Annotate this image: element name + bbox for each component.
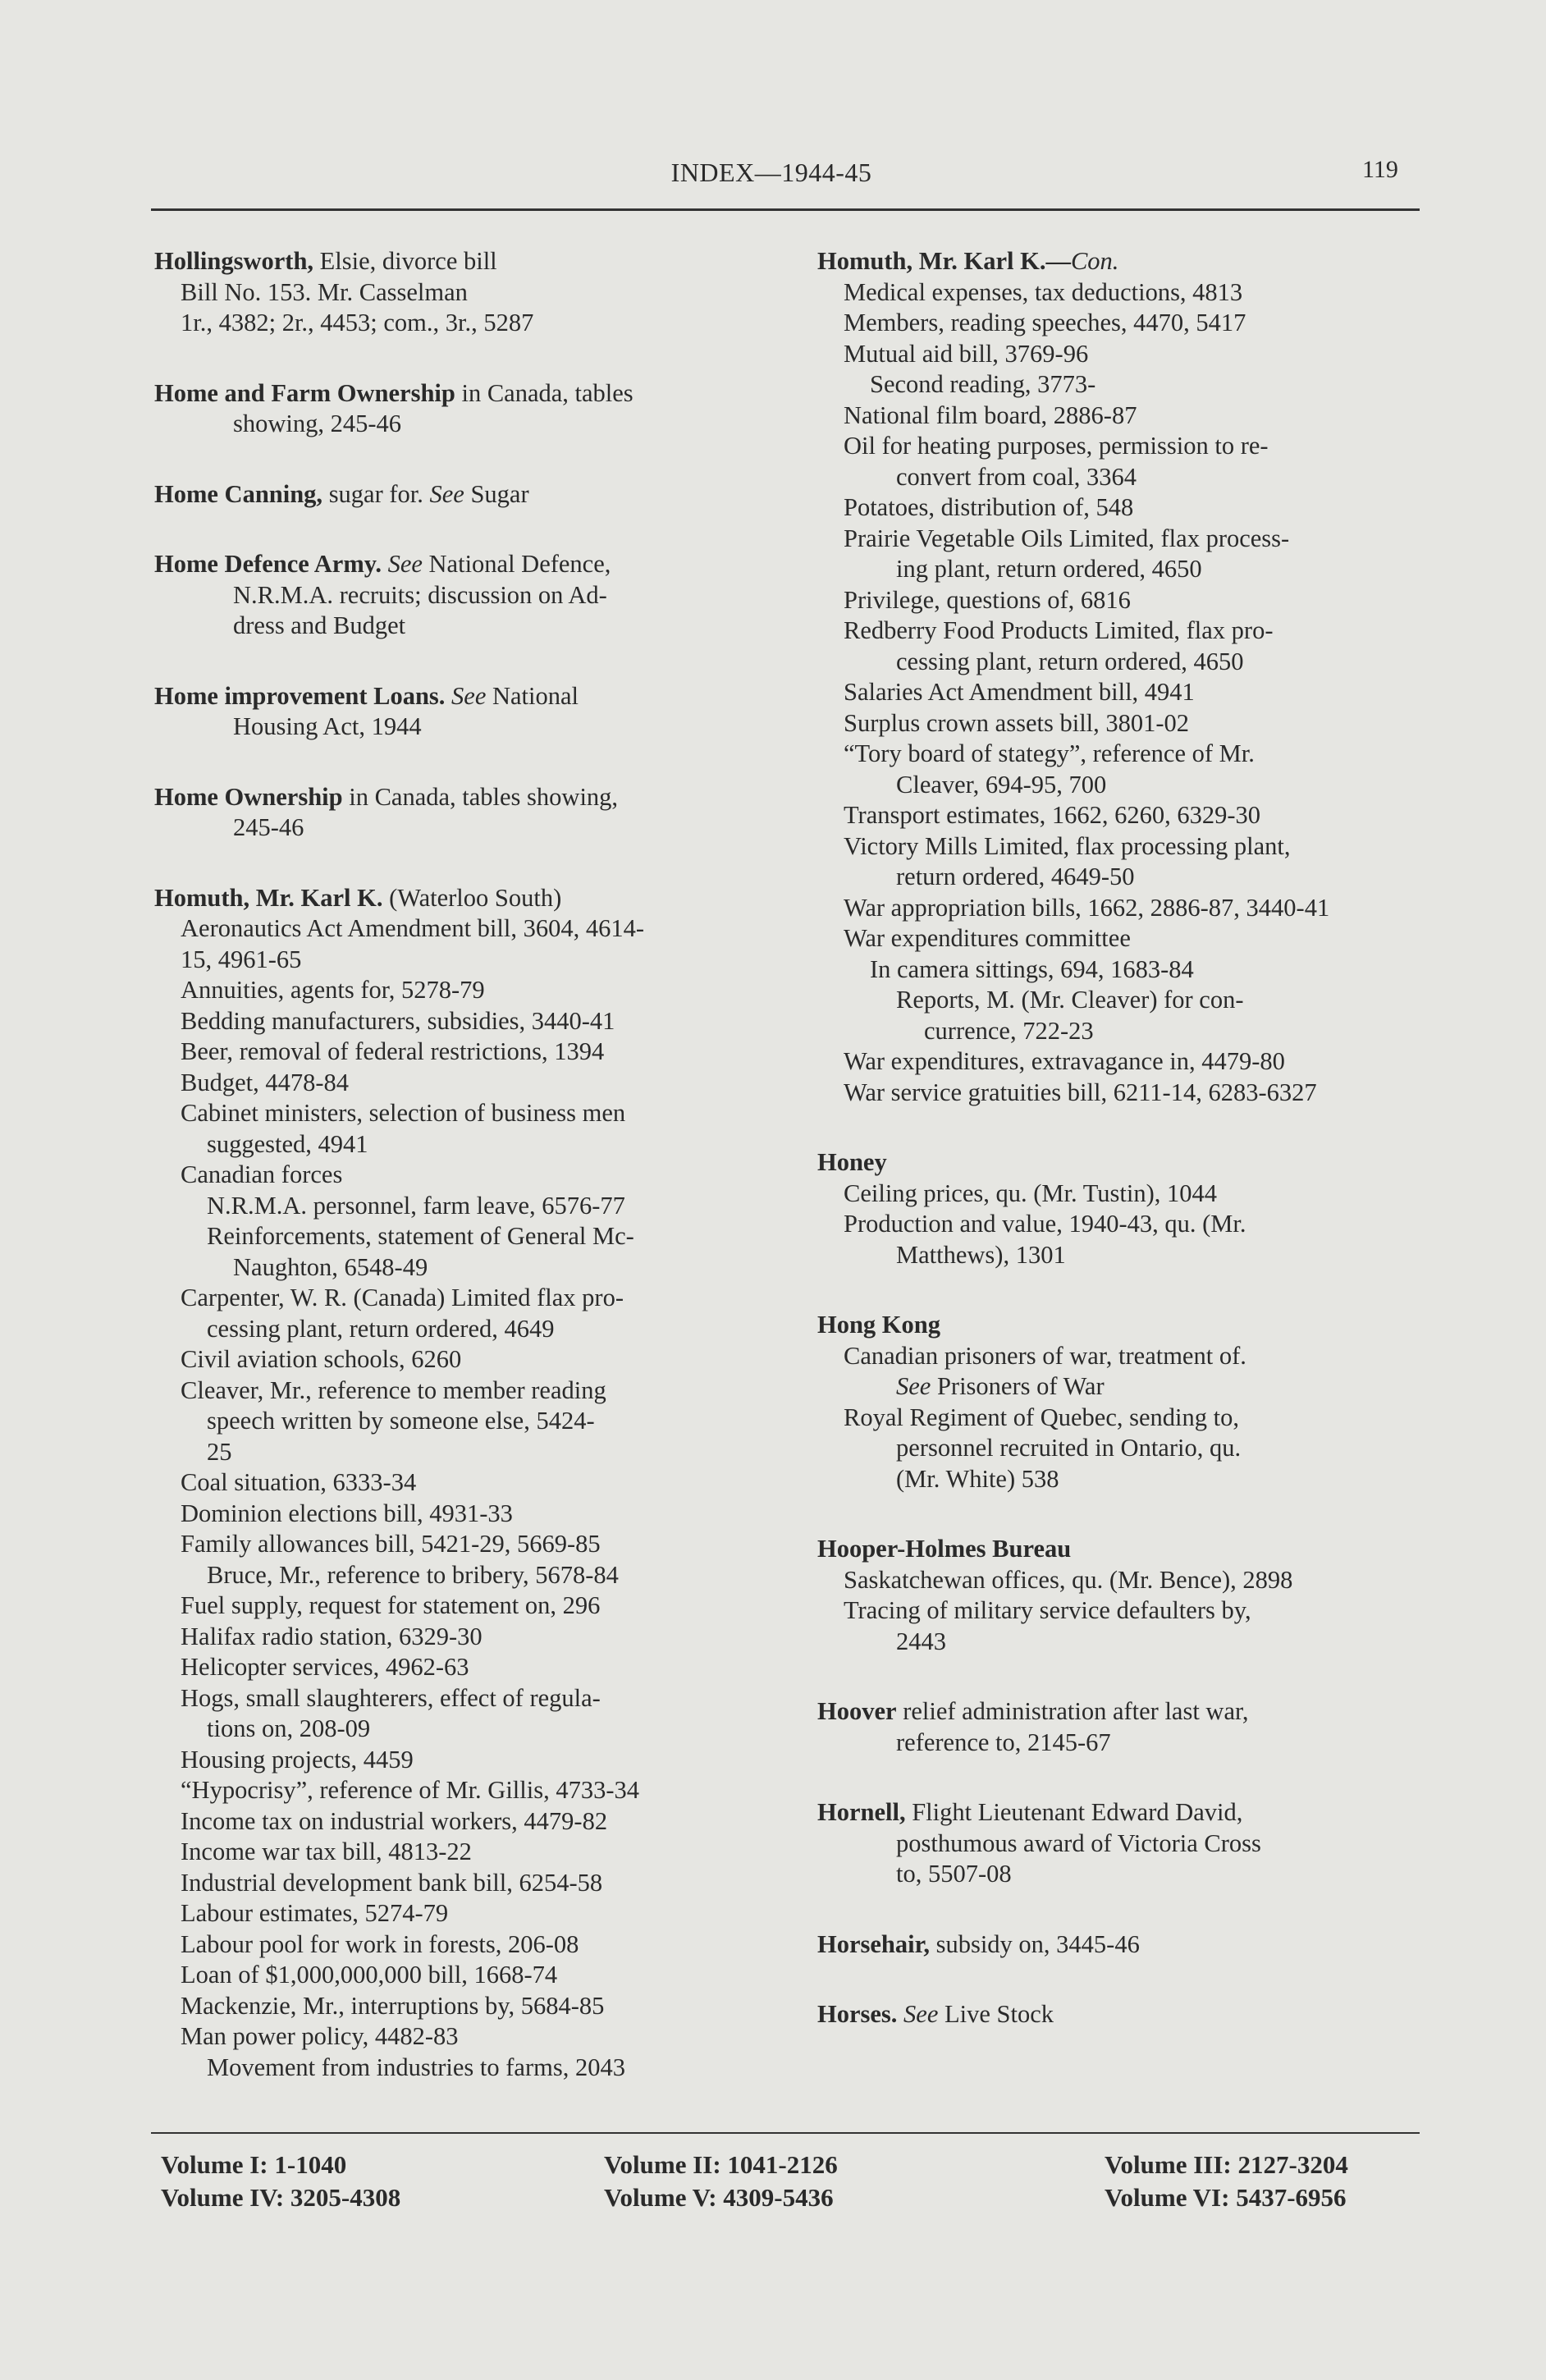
- entry-subline: Fuel supply, request for statement on, 296: [181, 1591, 601, 1619]
- entry-subline: Dominion elections bill, 4931-33: [181, 1499, 513, 1527]
- spacer: [897, 2000, 903, 2028]
- entry-subline: Housing projects, 4459: [181, 1745, 414, 1774]
- entry-subline: reference to, 2145-67: [896, 1728, 1111, 1756]
- entry-subline: Halifax radio station, 6329-30: [181, 1622, 483, 1650]
- entry-subline: Bedding manufacturers, subsidies, 3440-41: [181, 1006, 615, 1035]
- see-reference: See: [387, 550, 423, 578]
- entry-subline: Housing Act, 1944: [233, 712, 422, 740]
- page-number: 119: [1362, 156, 1398, 183]
- index-entry-homuth: [154, 883, 778, 2084]
- entry-text: in Canada, tables: [455, 378, 633, 407]
- entry-heading: Home and Farm Ownership: [154, 378, 455, 407]
- see-reference: See: [896, 1372, 931, 1400]
- entry-text: sugar for.: [322, 479, 430, 508]
- entry-subline: In camera sittings, 694, 1683-84: [870, 954, 1194, 983]
- entry-subline: Matthews), 1301: [896, 1240, 1066, 1269]
- entry-subline: to, 5507-08: [896, 1860, 1012, 1888]
- entry-heading: Home improvement Loans.: [154, 681, 446, 710]
- entry-heading: Home Canning,: [154, 479, 323, 508]
- index-entry-home-defence-army: [154, 549, 778, 642]
- entry-subline: 2443: [896, 1627, 946, 1655]
- entry-subline: Movement from industries to farms, 2043: [207, 2053, 625, 2081]
- index-entry-horses: [817, 1999, 1425, 2030]
- entry-subline: N.R.M.A. personnel, farm leave, 6576-77: [207, 1191, 625, 1220]
- entry-sublines: [817, 1179, 1425, 1271]
- header-rule: [151, 208, 1420, 211]
- entry-subline: Ceiling prices, qu. (Mr. Tustin), 1044: [844, 1179, 1217, 1207]
- entry-subline: cessing plant, return ordered, 4649: [207, 1314, 555, 1343]
- entry-subline: convert from coal, 3364: [896, 462, 1137, 491]
- entry-subline: return ordered, 4649-50: [896, 863, 1135, 890]
- entry-subline: Canadian forces: [181, 1160, 343, 1188]
- entry-subline: Labour estimates, 5274-79: [181, 1899, 449, 1927]
- entry-sublines: [817, 277, 1425, 1109]
- index-entry-home-ownership: [154, 782, 778, 844]
- entry-subline: War expenditures committee: [844, 924, 1131, 952]
- entry-heading: Homuth, Mr. Karl K.—: [817, 247, 1071, 275]
- entry-subline: War service gratuities bill, 6211-14, 6283-6327: [844, 1078, 1317, 1106]
- entry-subline: Coal situation, 6333-34: [181, 1468, 417, 1496]
- entry-subline: personnel recruited in Ontario, qu.: [896, 1434, 1242, 1462]
- entry-heading: Home Ownership: [154, 782, 343, 811]
- entry-subline: Aeronautics Act Amendment bill, 3604, 4614-: [181, 914, 645, 942]
- entry-subline: Loan of $1,000,000,000 bill, 1668-74: [181, 1961, 558, 1989]
- entry-subline: Income tax on industrial workers, 4479-82: [181, 1806, 608, 1835]
- volume-range-5: Volume V: 4309-5436: [604, 2183, 834, 2212]
- entry-subline: Hogs, small slaughterers, effect of regula-: [181, 1683, 601, 1712]
- index-entry-hong-kong: [817, 1310, 1425, 1494]
- entry-subline: Labour pool for work in forests, 206-08: [181, 1929, 579, 1958]
- entry-text: (Waterloo South): [382, 883, 562, 912]
- entry-subline: Bruce, Mr., reference to bribery, 5678-84: [207, 1560, 619, 1589]
- entry-subline: Reports, M. (Mr. Cleaver) for con-: [896, 986, 1244, 1014]
- entry-subline: 245-46: [233, 813, 304, 841]
- volume-range-2: Volume II: 1041-2126: [604, 2150, 838, 2179]
- entry-subline: tions on, 208-09: [207, 1714, 371, 1742]
- entry-subline: “Tory board of stategy”, reference of Mr.: [844, 739, 1255, 767]
- entry-subline: 15, 4961-65: [181, 945, 302, 973]
- entry-subline: Royal Regiment of Quebec, sending to,: [844, 1403, 1239, 1431]
- volume-range-4: Volume IV: 3205-4308: [161, 2183, 401, 2212]
- entry-subline: Salaries Act Amendment bill, 4941: [844, 678, 1195, 706]
- entry-subline: Carpenter, W. R. (Canada) Limited flax pro-: [181, 1284, 624, 1311]
- index-entry-homuth-continued: [817, 246, 1425, 1108]
- entry-subline: Reinforcements, statement of General Mc-: [207, 1222, 634, 1250]
- entry-subline: Annuities, agents for, 5278-79: [181, 976, 485, 1004]
- volume-range-3: Volume III: 2127-3204: [1105, 2150, 1348, 2179]
- entry-subline: Second reading, 3773-: [870, 370, 1096, 398]
- entry-text: Elsie, divorce bill: [313, 247, 497, 275]
- index-entry-home-canning: [154, 479, 778, 510]
- entry-subline: Privilege, questions of, 6816: [844, 585, 1131, 614]
- spacer: [445, 682, 451, 710]
- footer-rule: [151, 2132, 1420, 2134]
- left-column: [154, 246, 778, 2122]
- index-entry-hornell: [817, 1797, 1425, 1890]
- entry-subline: 1r., 4382; 2r., 4453; com., 3r., 5287: [181, 309, 534, 336]
- entry-subline: War appropriation bills, 1662, 2886-87, 3440-41: [844, 893, 1330, 922]
- index-entry-hollingsworth: [154, 246, 778, 339]
- entry-subline: cessing plant, return ordered, 4650: [896, 647, 1244, 675]
- index-entry-home-improvement-loans: [154, 681, 778, 743]
- entry-subline: Surplus crown assets bill, 3801-02: [844, 708, 1190, 737]
- entry-heading: Hoover: [817, 1697, 897, 1725]
- entry-heading: Hollingsworth,: [154, 247, 314, 275]
- entry-subline: Transport estimates, 1662, 6260, 6329-30: [844, 801, 1261, 829]
- see-target: Live Stock: [938, 2000, 1054, 2028]
- entry-text: in Canada, tables showing,: [342, 782, 619, 811]
- see-target: National: [486, 681, 579, 710]
- entry-text: Flight Lieutenant Edward David,: [905, 1798, 1243, 1826]
- entry-subline: Prairie Vegetable Oils Limited, flax process-: [844, 524, 1290, 552]
- page-title: INDEX—1944-45: [670, 158, 872, 187]
- see-reference: See: [429, 479, 464, 508]
- entry-subline: Members, reading speeches, 4470, 5417: [844, 309, 1246, 336]
- entry-subline: posthumous award of Victoria Cross: [896, 1828, 1261, 1857]
- entry-subline: Tracing of military service defaulters by,: [844, 1596, 1251, 1624]
- entry-subline: 25: [207, 1437, 232, 1466]
- entry-heading: Homuth, Mr. Karl K.: [154, 883, 383, 912]
- entry-subline: ing plant, return ordered, 4650: [896, 555, 1202, 583]
- entry-subline: dress and Budget: [233, 611, 406, 639]
- entry-subline: Bill No. 153. Mr. Casselman: [181, 277, 468, 306]
- entry-subline: Budget, 4478-84: [181, 1068, 350, 1096]
- entry-subline: Cabinet ministers, selection of business men: [181, 1099, 626, 1127]
- entry-heading: Hornell,: [817, 1798, 906, 1826]
- entry-subline: Civil aviation schools, 6260: [181, 1345, 462, 1373]
- entry-text: relief administration after last war,: [896, 1697, 1249, 1725]
- entry-subline: Industrial development bank bill, 6254-58: [181, 1868, 603, 1897]
- entry-subline: Man power policy, 4482-83: [181, 2022, 459, 2050]
- volume-range-6: Volume VI: 5437-6956: [1105, 2183, 1347, 2212]
- entry-subline: Mackenzie, Mr., interruptions by, 5684-85: [181, 1991, 605, 2020]
- entry-subline: Production and value, 1940-43, qu. (Mr.: [844, 1210, 1246, 1238]
- entry-subline: currence, 722-23: [924, 1016, 1094, 1045]
- right-column: [817, 246, 1425, 2070]
- index-entry-hooper-holmes: [817, 1534, 1425, 1657]
- see-target: Prisoners of War: [931, 1372, 1105, 1400]
- entry-sublines: [154, 913, 778, 2083]
- entry-heading: Honey: [817, 1148, 887, 1176]
- entry-subline: Income war tax bill, 4813-22: [181, 1838, 472, 1865]
- entry-subline: War expenditures, extravagance in, 4479-80: [844, 1047, 1285, 1075]
- entry-heading: Horsehair,: [817, 1929, 930, 1958]
- index-entry-hoover: [817, 1696, 1425, 1758]
- entry-heading: Hooper-Holmes Bureau: [817, 1535, 1072, 1563]
- entry-subline: Victory Mills Limited, flax processing plant,: [844, 831, 1291, 860]
- entry-subline: speech written by someone else, 5424-: [207, 1407, 595, 1435]
- entry-subline: Beer, removal of federal restrictions, 1394: [181, 1037, 605, 1065]
- see-target: National Defence,: [422, 550, 611, 578]
- entry-heading: Hong Kong: [817, 1311, 940, 1339]
- entry-subline: “Hypocrisy”, reference of Mr. Gillis, 4733-34: [181, 1776, 639, 1804]
- entry-subline: Helicopter services, 4962-63: [181, 1653, 469, 1681]
- entry-subline: Cleaver, Mr., reference to member reading: [181, 1375, 606, 1404]
- entry-subline: National film board, 2886-87: [844, 400, 1137, 429]
- volume-range-1: Volume I: 1-1040: [161, 2150, 347, 2179]
- entry-subline: Cleaver, 694-95, 700: [896, 770, 1107, 799]
- continued-label: Con.: [1070, 247, 1119, 275]
- entry-subline: Naughton, 6548-49: [233, 1252, 428, 1281]
- entry-subline: suggested, 4941: [207, 1129, 368, 1158]
- see-reference: See: [451, 681, 487, 710]
- entry-subline: Saskatchewan offices, qu. (Mr. Bence), 2898: [844, 1565, 1293, 1594]
- entry-text: subsidy on, 3445-46: [929, 1929, 1140, 1958]
- entry-heading: Horses.: [817, 2000, 898, 2028]
- spacer: [382, 550, 388, 578]
- entry-subline: Redberry Food Products Limited, flax pro-: [844, 616, 1274, 644]
- index-entry-honey: [817, 1147, 1425, 1270]
- entry-subline: Canadian prisoners of war, treatment of.: [844, 1341, 1246, 1370]
- index-entry-home-farm-ownership: [154, 378, 778, 440]
- entry-heading: Home Defence Army.: [154, 550, 382, 578]
- entry-subline: Potatoes, distribution of, 548: [844, 493, 1134, 521]
- entry-subline: Mutual aid bill, 3769-96: [844, 339, 1089, 368]
- entry-subline: N.R.M.A. recruits; discussion on Ad-: [233, 580, 607, 609]
- index-entry-horsehair: [817, 1929, 1425, 1961]
- see-reference: See: [903, 2000, 939, 2028]
- entry-subline: Medical expenses, tax deductions, 4813: [844, 277, 1243, 306]
- see-target: Sugar: [464, 479, 529, 508]
- entry-subline: Oil for heating purposes, permission to re-: [844, 432, 1269, 460]
- entry-subline: (Mr. White) 538: [896, 1464, 1059, 1493]
- entry-subline: Family allowances bill, 5421-29, 5669-85: [181, 1530, 601, 1558]
- entry-subline: showing, 245-46: [233, 410, 402, 437]
